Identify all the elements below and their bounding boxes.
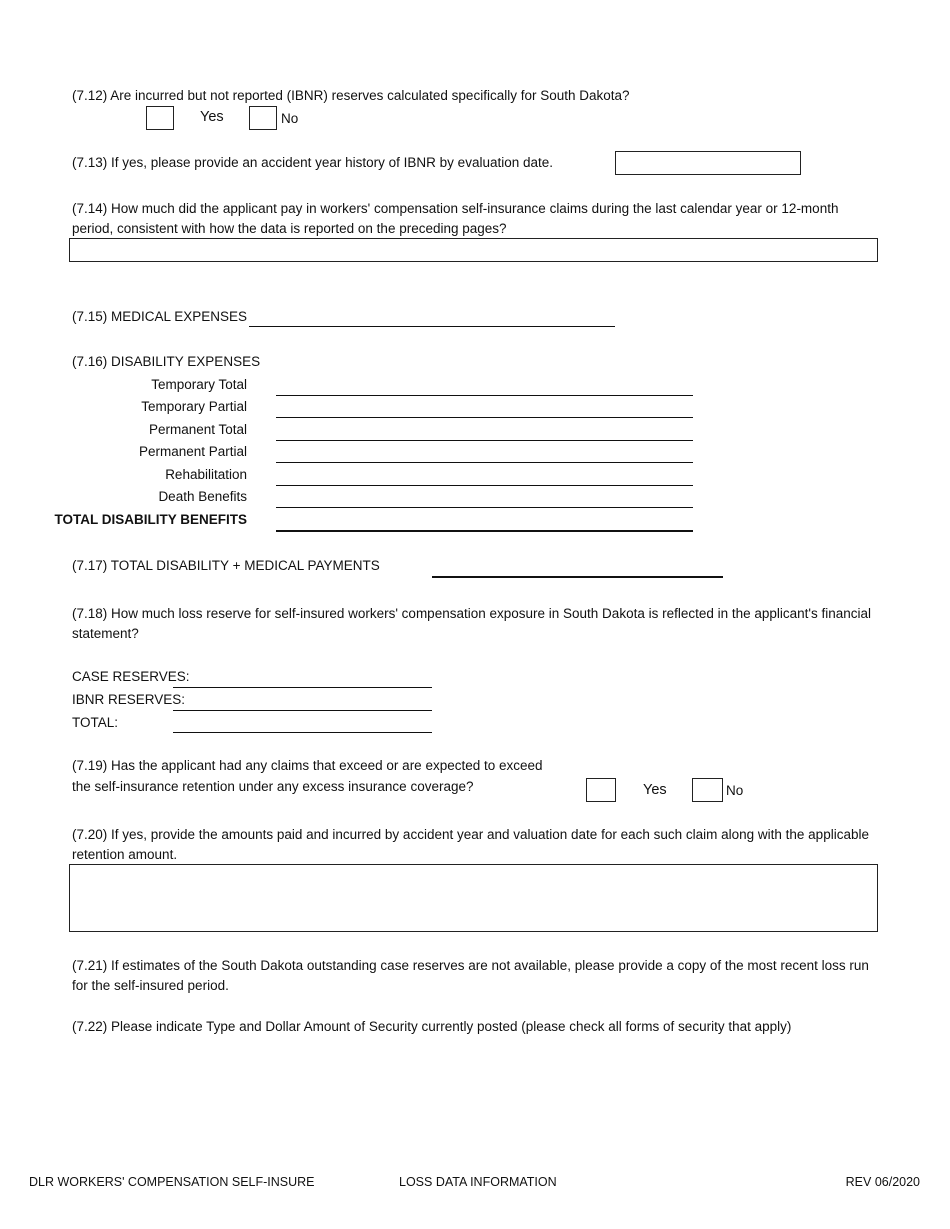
- q717-input-line[interactable]: [432, 576, 723, 578]
- q719-yes-checkbox[interactable]: [586, 778, 616, 802]
- q717-label: (7.17) TOTAL DISABILITY + MEDICAL PAYMENTS: [72, 558, 380, 573]
- q714-input[interactable]: [69, 238, 878, 262]
- q722-text: (7.22) Please indicate Type and Dollar Amount of Security currently posted (please check all forms of security that apply): [72, 1019, 792, 1034]
- q712-yes-label: Yes: [200, 109, 224, 125]
- q715-input-line[interactable]: [249, 326, 615, 327]
- q712-no-checkbox[interactable]: [249, 106, 277, 130]
- q715-label: (7.15) MEDICAL EXPENSES: [72, 309, 248, 324]
- q720-text: (7.20) If yes, provide the amounts paid and incurred by accident year and valuation date for each such claim along with the applicable retention amount.: [72, 827, 869, 862]
- q716-row-label: Death Benefits: [158, 489, 247, 504]
- q716-row-input-line[interactable]: [276, 440, 693, 441]
- case-reserves-label: CASE RESERVES:: [72, 669, 190, 684]
- case-reserves-input-line[interactable]: [173, 687, 432, 688]
- q721-text: (7.21) If estimates of the South Dakota outstanding case reserves are not available, please provide a copy of the most recent loss run for the self-insured period.: [72, 958, 869, 993]
- q720-input[interactable]: [69, 864, 878, 932]
- ibnr-reserves-input-line[interactable]: [173, 710, 432, 711]
- q716-label: (7.16) DISABILITY EXPENSES: [72, 354, 261, 369]
- q716-row-label: Rehabilitation: [165, 467, 247, 482]
- footer-left: DLR WORKERS' COMPENSATION SELF-INSURE: [29, 1175, 315, 1189]
- q713-input[interactable]: [615, 151, 801, 175]
- q712-no-label: No: [281, 111, 299, 126]
- q716-row-input-line[interactable]: [276, 485, 693, 486]
- q716-row-input-line[interactable]: [276, 462, 693, 463]
- q719-no-checkbox[interactable]: [692, 778, 723, 802]
- reserves-total-input-line[interactable]: [173, 732, 432, 733]
- q716-total-input-line[interactable]: [276, 530, 693, 532]
- q719-text-line1: (7.19) Has the applicant had any claims that exceed or are expected to exceed: [72, 758, 543, 773]
- q719-no-label: No: [726, 783, 744, 798]
- q716-row-input-line[interactable]: [276, 507, 693, 508]
- q714-text: (7.14) How much did the applicant pay in workers' compensation self-insurance claims during the last calendar year or 12-month period, consistent with how the data is reported on the preceding pages?: [72, 201, 839, 236]
- q716-row-label: Permanent Partial: [138, 444, 247, 459]
- q716-row-input-line[interactable]: [276, 395, 693, 396]
- q716-row-label: Temporary Total: [151, 377, 247, 392]
- q716-row-label: Temporary Partial: [141, 399, 247, 414]
- q712-text: (7.12) Are incurred but not reported (IBNR) reserves calculated specifically for South Dakota?: [72, 88, 630, 103]
- q716-total-label: TOTAL DISABILITY BENEFITS: [54, 512, 247, 527]
- q718-text: (7.18) How much loss reserve for self-insured workers' compensation exposure in South Dakota is reflected in the applicant's financial statement?: [72, 606, 872, 641]
- footer-center: LOSS DATA INFORMATION: [399, 1175, 557, 1189]
- q716-row-input-line[interactable]: [276, 417, 693, 418]
- q719-yes-label: Yes: [643, 782, 667, 798]
- reserves-total-label: TOTAL:: [72, 715, 119, 730]
- q713-text: (7.13) If yes, please provide an accident year history of IBNR by evaluation date.: [72, 155, 554, 170]
- q712-yes-checkbox[interactable]: [146, 106, 174, 130]
- footer-right: REV 06/2020: [845, 1175, 920, 1189]
- q719-text-line2: the self-insurance retention under any excess insurance coverage?: [72, 779, 474, 794]
- ibnr-reserves-label: IBNR RESERVES:: [72, 692, 186, 707]
- q716-row-label: Permanent Total: [148, 422, 247, 437]
